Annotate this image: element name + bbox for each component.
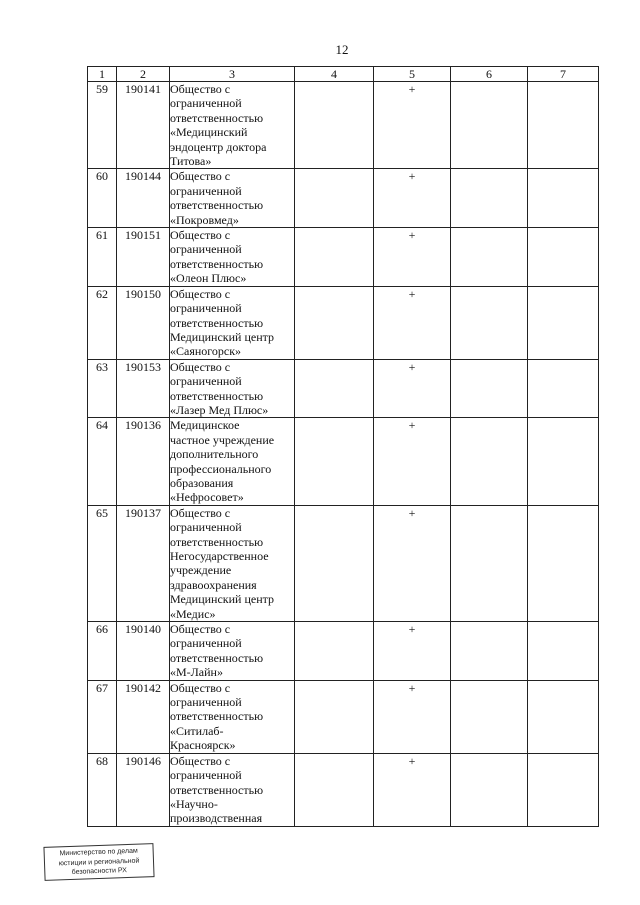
row-col-4 <box>295 359 374 418</box>
name-line: ограниченной <box>170 301 242 316</box>
table-row <box>88 228 599 287</box>
name-line: ответственностью <box>170 709 264 724</box>
row-code: 190151 <box>117 228 170 287</box>
row-col-5: + <box>374 82 451 169</box>
row-organization-name <box>170 622 295 681</box>
row-col-4 <box>295 228 374 287</box>
row-organization-name <box>170 505 295 621</box>
table-row <box>88 680 599 753</box>
row-col-6 <box>451 753 528 826</box>
name-line: «Олеон Плюс» <box>170 271 247 286</box>
table-row <box>88 622 599 681</box>
table-row <box>88 169 599 228</box>
row-code: 190141 <box>117 82 170 169</box>
name-line: ограниченной <box>170 183 242 198</box>
row-col-5: + <box>374 228 451 287</box>
name-line: Общество с <box>170 359 231 374</box>
name-line: ограниченной <box>170 242 242 257</box>
row-col-6 <box>451 286 528 359</box>
row-code: 190150 <box>117 286 170 359</box>
name-line: «Покровмед» <box>170 212 239 227</box>
row-number: 62 <box>88 286 117 359</box>
header-col-6: 6 <box>451 67 528 82</box>
header-col-7: 7 <box>528 67 599 82</box>
header-row <box>88 67 599 82</box>
row-col-4 <box>295 622 374 681</box>
row-code: 190146 <box>117 753 170 826</box>
row-organization-name <box>170 418 295 505</box>
row-col-5: + <box>374 680 451 753</box>
row-col-7 <box>528 505 599 621</box>
name-line: ограниченной <box>170 768 242 783</box>
table-row <box>88 753 599 826</box>
row-col-5: + <box>374 286 451 359</box>
row-col-7 <box>528 418 599 505</box>
table-row <box>88 359 599 418</box>
row-col-7 <box>528 680 599 753</box>
row-col-6 <box>451 228 528 287</box>
row-col-7 <box>528 753 599 826</box>
row-col-4 <box>295 82 374 169</box>
name-line: «Научно- <box>170 796 218 811</box>
row-code: 190144 <box>117 169 170 228</box>
name-line: здравоохранения <box>170 577 257 592</box>
row-code: 190137 <box>117 505 170 621</box>
row-organization-name <box>170 286 295 359</box>
row-col-6 <box>451 359 528 418</box>
row-col-6 <box>451 418 528 505</box>
name-line: «Саяногорск» <box>170 344 242 359</box>
row-col-4 <box>295 286 374 359</box>
row-col-6 <box>451 82 528 169</box>
row-number: 68 <box>88 753 117 826</box>
name-line: ответственностью <box>170 534 264 549</box>
stamp-line: юстиции и региональной <box>58 857 140 867</box>
name-line: частное учреждение <box>170 432 275 447</box>
row-col-4 <box>295 680 374 753</box>
table-row <box>88 286 599 359</box>
row-col-7 <box>528 82 599 169</box>
row-col-4 <box>295 418 374 505</box>
name-line: профессионального <box>170 461 272 476</box>
register-body <box>88 82 599 827</box>
row-number: 61 <box>88 228 117 287</box>
name-line: ответственностью <box>170 782 264 797</box>
name-line: «Медис» <box>170 606 216 621</box>
row-col-5: + <box>374 359 451 418</box>
row-col-5: + <box>374 505 451 621</box>
name-line: Общество с <box>170 622 231 637</box>
row-col-7 <box>528 228 599 287</box>
name-line: Медицинский центр <box>170 592 275 607</box>
name-line: «Ситилаб- <box>170 723 224 738</box>
row-col-4 <box>295 505 374 621</box>
row-col-6 <box>451 169 528 228</box>
name-line: Общество с <box>170 505 231 520</box>
row-col-4 <box>295 169 374 228</box>
name-line: Медицинский центр <box>170 329 275 344</box>
name-line: образования <box>170 475 234 490</box>
name-line: ответственностью <box>170 315 264 330</box>
row-col-7 <box>528 286 599 359</box>
name-line: ограниченной <box>170 374 242 389</box>
register-table <box>87 66 599 827</box>
name-line: Медицинское <box>170 418 240 433</box>
row-col-7 <box>528 359 599 418</box>
registration-stamp <box>43 843 154 881</box>
name-line: «М-Лайн» <box>170 665 223 680</box>
header-col-4: 4 <box>295 67 374 82</box>
name-line: ограниченной <box>170 520 242 535</box>
row-col-6 <box>451 622 528 681</box>
name-line: учреждение <box>170 563 232 578</box>
name-line: ответственностью <box>170 650 264 665</box>
name-line: «Медицинский <box>170 125 248 140</box>
name-line: Общество с <box>170 228 231 243</box>
name-line: Общество с <box>170 753 231 768</box>
name-line: Общество с <box>170 286 231 301</box>
row-organization-name <box>170 359 295 418</box>
row-code: 190140 <box>117 622 170 681</box>
row-col-5: + <box>374 753 451 826</box>
name-line: ответственностью <box>170 256 264 271</box>
row-col-5: + <box>374 418 451 505</box>
header-col-1: 1 <box>88 67 117 82</box>
name-line: ответственностью <box>170 110 264 125</box>
name-line: ограниченной <box>170 636 242 651</box>
name-line: дополнительного <box>170 447 259 462</box>
name-line: Негосударственное <box>170 549 269 563</box>
header-col-2: 2 <box>117 67 170 82</box>
row-code: 190136 <box>117 418 170 505</box>
row-organization-name <box>170 680 295 753</box>
name-line: «Нефросовет» <box>170 490 244 505</box>
table-row <box>88 82 599 169</box>
stamp-line: Министерство по делам <box>59 847 138 858</box>
table-row <box>88 505 599 621</box>
name-line: Титова» <box>170 154 212 169</box>
row-col-5: + <box>374 169 451 228</box>
name-line: ограниченной <box>170 96 242 111</box>
name-line: Красноярск» <box>170 738 236 753</box>
name-line: ограниченной <box>170 695 242 710</box>
name-line: ответственностью <box>170 388 264 403</box>
row-organization-name <box>170 753 295 826</box>
row-col-4 <box>295 753 374 826</box>
name-line: «Лазер Мед Плюс» <box>170 402 269 417</box>
row-number: 66 <box>88 622 117 681</box>
name-line: производственная <box>170 811 263 826</box>
row-number: 60 <box>88 169 117 228</box>
name-line: ответственностью <box>170 198 264 213</box>
row-number: 65 <box>88 505 117 621</box>
row-col-6 <box>451 505 528 621</box>
row-number: 67 <box>88 680 117 753</box>
page-number: 12 <box>335 42 349 57</box>
name-line: Общество с <box>170 680 231 695</box>
row-code: 190153 <box>117 359 170 418</box>
stamp-line: безопасности РХ <box>71 867 128 876</box>
row-col-7 <box>528 169 599 228</box>
row-organization-name <box>170 82 295 169</box>
header-col-5: 5 <box>374 67 451 82</box>
name-line: эндоцентр доктора <box>170 139 267 154</box>
header-col-3: 3 <box>170 67 295 82</box>
row-col-6 <box>451 680 528 753</box>
row-code: 190142 <box>117 680 170 753</box>
row-col-7 <box>528 622 599 681</box>
name-line: Общество с <box>170 82 231 96</box>
row-col-5: + <box>374 622 451 681</box>
table-row <box>88 418 599 505</box>
row-number: 64 <box>88 418 117 505</box>
row-organization-name <box>170 228 295 287</box>
row-organization-name <box>170 169 295 228</box>
row-number: 63 <box>88 359 117 418</box>
row-number: 59 <box>88 82 117 169</box>
name-line: Общество с <box>170 169 231 184</box>
